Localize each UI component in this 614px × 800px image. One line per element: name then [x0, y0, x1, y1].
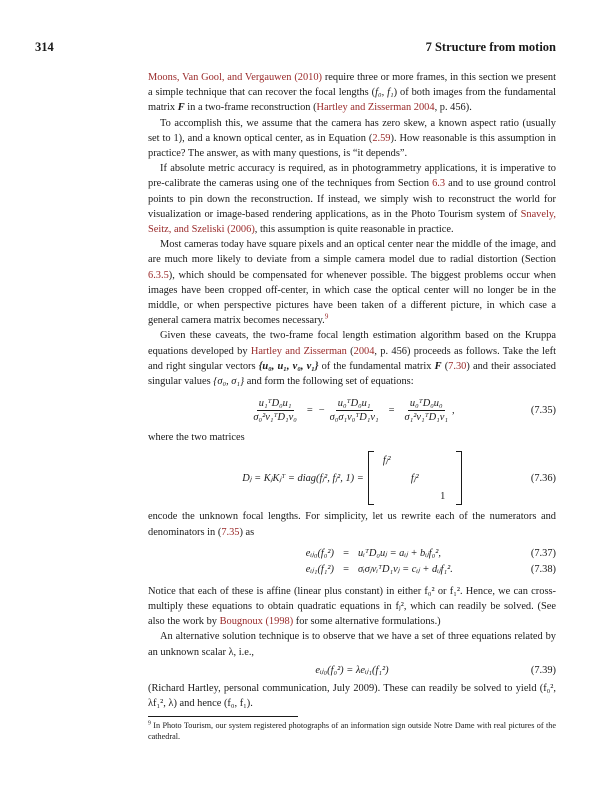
text: in a two-frame reconstruction ( — [184, 102, 317, 114]
fraction — [251, 397, 298, 424]
equals-sign: = — [343, 547, 349, 559]
equals-sign: = — [343, 563, 349, 575]
text: To accomplish this, we assume that the camera has zero skew, a known aspect ratio (usually set to 1), and a known optical center, as in Equation ( — [148, 117, 556, 144]
citation-link[interactable]: Moons, Van Gool, and Vergauwen (2010) — [148, 72, 323, 83]
page-number: 314 — [35, 40, 54, 54]
paragraph-7 — [148, 584, 556, 630]
equation-ref-link[interactable]: 2.59 — [372, 132, 391, 144]
text: require three or more frames, in this section we present a simple technique that can recover the focal lengths ( — [148, 72, 556, 99]
equals-sign: = — [306, 405, 313, 417]
matrix-entry: fⱼ² — [382, 454, 391, 466]
equation-number: (7.39) — [530, 664, 556, 676]
paragraph-3 — [148, 161, 556, 237]
equation-lhs: eᵢⱼ₀(f₀²) — [305, 547, 334, 559]
matrix-entry: fⱼ² — [410, 472, 419, 484]
equation-rhs: uᵢᵀD₀uⱼ = aᵢⱼ + bᵢⱼf₀², — [358, 547, 441, 559]
paragraph-5 — [148, 328, 556, 389]
text: and form the following set of equations: — [244, 376, 414, 388]
equation-numbers — [531, 546, 556, 578]
denominator: σ₁²v₁ᵀD₁v₁ — [404, 412, 448, 424]
equation-content: eᵢⱼ₀(f₀²) = λeᵢⱼ₁(f₁²) — [315, 664, 389, 676]
equation-lhs: Dⱼ = KⱼKⱼᵀ = diag(fⱼ², fⱼ², 1) = — [242, 472, 364, 484]
where-text: where the two matrices — [148, 432, 245, 444]
equation-number: (7.38) — [530, 563, 556, 575]
equation-rhs: σᵢσⱼvᵢᵀD₁vⱼ = cᵢⱼ + dᵢⱼf₁². — [358, 563, 453, 575]
text: , p. 456). — [434, 102, 472, 114]
numerator: u₁ᵀD₀u₁ — [258, 398, 292, 410]
footnote-text: In Photo Tourism, our system registered photographs of an information sign outside Notre Dame with real pictures of the cathedral. — [148, 720, 556, 741]
equation-number: (7.37) — [530, 547, 556, 559]
math-inline: {u₀, u₁, v₀, v₁} — [258, 360, 319, 372]
text: , p. 456) proceeds as follows. Take the left and right singular vectors — [148, 345, 556, 372]
matrix-entry: 1 — [440, 490, 446, 502]
text: ( — [441, 360, 449, 372]
equation-ref-link[interactable]: 7.30 — [448, 360, 467, 372]
math-inline: {σ₀, σ₁} — [213, 376, 245, 388]
numerator: u₀ᵀD₀u₁ — [337, 398, 371, 410]
text: ). How reasonable is this assumption in practice? The answer, as with many questions, is “it depends”. — [148, 132, 556, 160]
text: Most cameras today have square pixels and an optical center near the middle of the image, and are much more likely to deviate from a simple camera model due to radial distortion (Section — [148, 239, 556, 266]
numerator: u₀ᵀD₀u₀ — [409, 398, 443, 410]
equation-lhs: eᵢⱼ₁(f₁²) — [305, 563, 334, 575]
paragraph-6 — [148, 509, 556, 539]
paragraph-8: An alternative solution technique is to observe that we have a set of three equations related by an unknown scalar λ, i.e., — [148, 631, 556, 658]
text: If absolute metric accuracy is required, as in photogrammetry applications, it is imperative to pre-calibrate the cameras using one of the techniques from Section — [148, 163, 556, 190]
text: , this assumption is quite reasonable in practice. — [254, 224, 454, 236]
text: Notice that each of these is affine (linear plus constant) in either f₀² or f₁². Hence, we can cross-multiply these equations to obtain quadratic equations in fⱼ², which can readily be solved. (See also the work by — [148, 585, 556, 628]
minus-sign: − — [318, 405, 325, 417]
equation-number: (7.35) — [530, 405, 556, 417]
text: Given these caveats, the two-frame focal length estimation algorithm based on the Kruppa equations developed by — [148, 330, 556, 357]
text: ) and their associated singular values — [148, 360, 556, 388]
citation-link[interactable]: Hartley and Zisserman 2004 — [316, 102, 435, 114]
main-text — [148, 70, 556, 742]
citation-link[interactable]: Bougnoux (1998) — [219, 616, 294, 628]
text: and to use ground control points to pin down the reconstruction. If instead, we simply wish to reconstruct the world for visualization or image-based rendering applications, as in the Photo Tourism system of — [148, 178, 556, 220]
paragraph-4 — [148, 237, 556, 328]
text: encode the unknown focal lengths. For simplicity, let us rewrite each of the numerators and denominators in ( — [148, 511, 556, 538]
footnote-number: 9 — [148, 719, 151, 726]
equation-7-35 — [148, 397, 556, 424]
math-inline: f₀, f₁ — [375, 87, 394, 99]
footnote-divider — [148, 716, 298, 717]
comma: , — [451, 405, 455, 417]
text: for some alternative formulations.) — [293, 616, 441, 628]
footnote — [148, 720, 556, 742]
citation-year-link[interactable]: 2004 — [353, 345, 375, 357]
paragraph-9: (Richard Hartley, personal communication, July 2009). These can readily be solved to yield (f₀², λf₁², λ) and hence (f₀, f₁). — [148, 683, 556, 710]
math-inline: F — [177, 102, 185, 114]
text: ) of both images from the fundamental matrix — [148, 87, 557, 114]
section-ref-link[interactable]: 6.3.5 — [148, 269, 169, 281]
text: ) as — [239, 526, 255, 538]
equation-ref-link[interactable]: 7.35 — [221, 526, 240, 538]
math-inline: F — [434, 360, 442, 372]
fraction — [403, 397, 450, 424]
equation-7-36 — [148, 451, 556, 505]
equals-sign: = — [388, 405, 395, 417]
text: of the fundamental matrix — [318, 360, 435, 372]
equation-number: (7.36) — [530, 472, 556, 484]
equation-7-37-7-38 — [148, 546, 556, 578]
text: ( — [346, 345, 354, 357]
paragraph-2 — [148, 116, 556, 162]
chapter-title: 7 Structure from motion — [425, 40, 556, 54]
denominator: σ₀²v₁ᵀD₁v₀ — [253, 412, 297, 424]
denominator: σ₀σ₁v₀ᵀD₁v₁ — [329, 412, 379, 424]
section-ref-link[interactable]: 6.3 — [432, 178, 446, 190]
fraction — [328, 397, 381, 424]
diagonal-matrix — [368, 451, 462, 505]
citation-link[interactable]: Hartley and Zisserman — [250, 345, 347, 357]
paragraph-1 — [148, 70, 556, 116]
citation-link[interactable]: Snavely, Seitz, and Szeliski (2006) — [148, 208, 556, 236]
footnote-marker[interactable]: 9 — [324, 312, 329, 321]
equation-7-39 — [148, 663, 556, 678]
text: ), which should be compensated for whenever possible. The biggest problems occur when images have been cropped off-center, in which case the optical center will no longer be in the middle, or when perspective pictures have been taken of a different picture, in which case a general camera matrix becomes necessary. — [148, 269, 556, 327]
